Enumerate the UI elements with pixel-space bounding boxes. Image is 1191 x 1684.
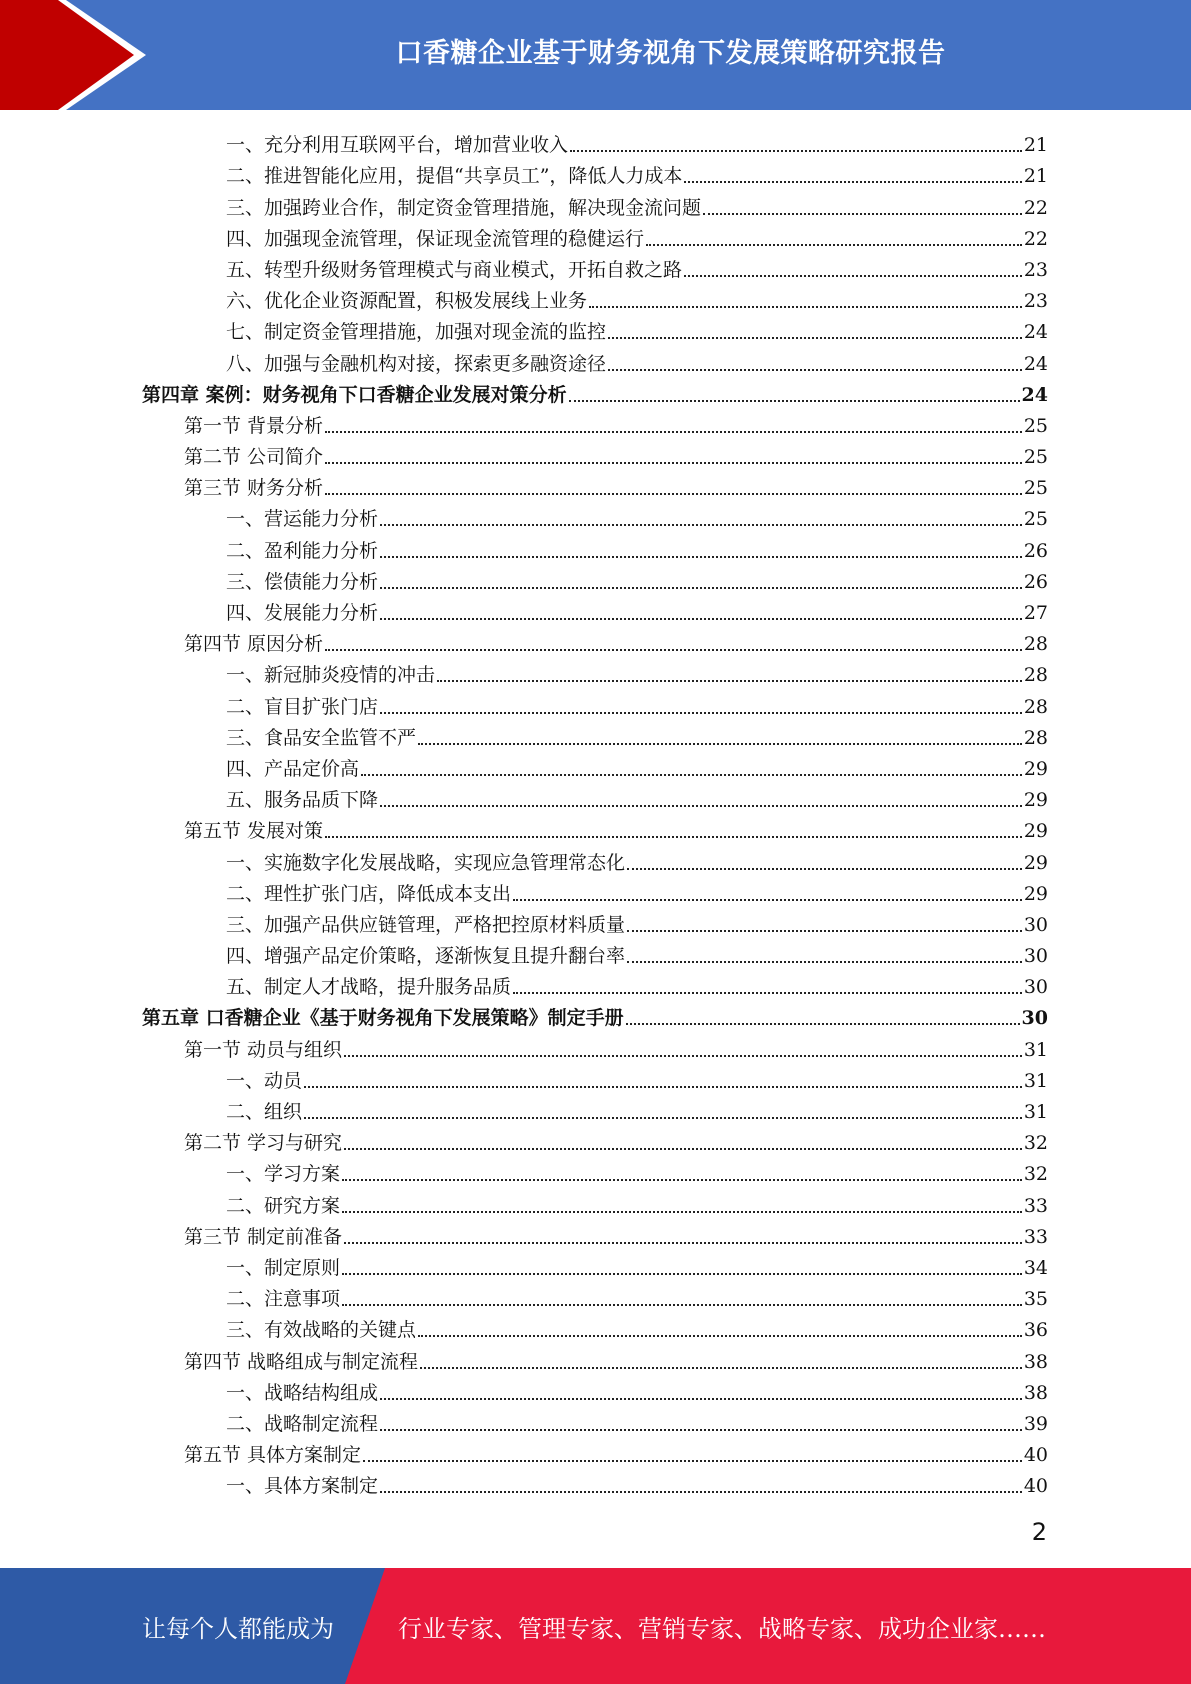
toc-entry-title: 一、学习方案: [226, 1163, 341, 1186]
toc-leader-dots: [325, 456, 1022, 464]
toc-entry-title: 第二节 公司简介: [184, 446, 324, 469]
toc-leader-dots: [627, 924, 1022, 932]
toc-leader-dots: [570, 144, 1022, 152]
toc-entry-title: 八、加强与金融机构对接，探索更多融资途径: [226, 352, 607, 375]
toc-leader-dots: [608, 363, 1022, 371]
toc-entry-title: 二、盈利能力分析: [226, 539, 379, 562]
toc-entry-page: 29: [1023, 757, 1048, 780]
toc-entry[interactable]: [142, 1187, 1048, 1218]
toc-entry[interactable]: [142, 221, 1048, 252]
toc-entry[interactable]: [142, 158, 1048, 189]
toc-entry[interactable]: [142, 189, 1048, 220]
document-title: 口香糖企业基于财务视角下发展策略研究报告: [395, 37, 946, 69]
toc-entry[interactable]: [142, 532, 1048, 563]
toc-entry[interactable]: [142, 720, 1048, 751]
toc-entry-page: 31: [1023, 1038, 1048, 1061]
toc-entry-title: 第三节 制定前准备: [184, 1225, 343, 1248]
toc-entry-title: 一、动员: [226, 1069, 303, 1092]
toc-entry-title: 三、食品安全监管不严: [226, 726, 417, 749]
toc-entry-title: 四、加强现金流管理，保证现金流管理的稳健运行: [226, 227, 645, 250]
toc-entry-page: 38: [1023, 1381, 1048, 1404]
toc-leader-dots: [342, 1298, 1022, 1306]
toc-entry-title: 二、研究方案: [226, 1194, 341, 1217]
page-number: 2: [1031, 1518, 1047, 1546]
toc-entry-page: 31: [1023, 1101, 1048, 1123]
toc-entry-page: 33: [1023, 1194, 1048, 1217]
toc-leader-dots: [569, 394, 1020, 402]
toc-entry[interactable]: [142, 657, 1048, 688]
toc-entry-page: 27: [1023, 602, 1048, 624]
toc-leader-dots: [513, 986, 1022, 994]
toc-entry-page: 30: [1021, 1007, 1048, 1030]
toc-entry-page: 23: [1023, 258, 1048, 281]
toc-entry[interactable]: [142, 1219, 1048, 1250]
toc-entry-page: 28: [1023, 664, 1048, 687]
toc-entry[interactable]: [142, 844, 1048, 875]
footer-band: [0, 1568, 1191, 1684]
toc-entry-title: 第一节 背景分析: [184, 414, 324, 437]
toc-entry[interactable]: [142, 1343, 1048, 1374]
toc-entry[interactable]: [142, 688, 1048, 719]
toc-entry[interactable]: [142, 1281, 1048, 1312]
toc-entry-title: 六、优化企业资源配置，积极发展线上业务: [226, 290, 588, 313]
toc-leader-dots: [380, 550, 1022, 558]
toc-leader-dots: [344, 1142, 1022, 1150]
toc-entry-page: 29: [1023, 789, 1048, 812]
toc-entry-page: 29: [1023, 882, 1048, 905]
toc-leader-dots: [304, 1111, 1022, 1119]
toc-entry[interactable]: [142, 782, 1048, 813]
toc-entry[interactable]: [142, 283, 1048, 314]
toc-entry[interactable]: [142, 1406, 1048, 1437]
toc-leader-dots: [380, 1485, 1022, 1493]
toc-entry[interactable]: [142, 439, 1048, 470]
toc-entry-title: 第四节 原因分析: [184, 633, 324, 656]
toc-entry[interactable]: [142, 1000, 1048, 1031]
toc-leader-dots: [646, 238, 1022, 246]
toc-leader-dots: [380, 1423, 1022, 1431]
toc-entry-title: 三、有效战略的关键点: [226, 1319, 417, 1342]
toc-entry-title: 二、理性扩张门店，降低成本支出: [226, 882, 512, 905]
toc-entry[interactable]: [142, 314, 1048, 345]
toc-entry[interactable]: [142, 938, 1048, 969]
toc-entry-page: 26: [1023, 570, 1048, 593]
toc-leader-dots: [344, 1049, 1022, 1057]
toc-entry-page: 36: [1023, 1319, 1048, 1342]
toc-entry-title: 一、制定原则: [226, 1256, 341, 1279]
toc-entry[interactable]: [142, 1031, 1048, 1062]
toc-entry-page: 34: [1023, 1256, 1048, 1279]
toc-entry[interactable]: [142, 345, 1048, 376]
toc-leader-dots: [437, 674, 1022, 682]
toc-entry-page: 22: [1023, 196, 1048, 219]
toc-entry-page: 30: [1023, 945, 1048, 968]
toc-entry-title: 一、充分利用互联网平台，增加营业收入: [226, 134, 569, 157]
toc-entry-title: 五、服务品质下降: [226, 789, 379, 812]
toc-entry-title: 一、新冠肺炎疫情的冲击: [226, 664, 436, 687]
toc-entry-title: 二、战略制定流程: [226, 1412, 379, 1435]
header-band: [0, 0, 1191, 110]
toc-leader-dots: [684, 175, 1021, 183]
toc-entry-title: 第三节 财务分析: [184, 477, 324, 500]
toc-entry-page: 29: [1023, 820, 1048, 843]
toc-entry-title: 三、加强产品供应链管理，严格把控原材料质量: [226, 913, 626, 936]
toc-leader-dots: [513, 893, 1022, 901]
toc-entry[interactable]: [142, 564, 1048, 595]
toc-entry[interactable]: [142, 501, 1048, 532]
toc-entry-title: 五、转型升级财务管理模式与商业模式，开拓自救之路: [226, 258, 683, 281]
toc-entry-page: 28: [1023, 633, 1048, 656]
toc-entry[interactable]: [142, 1468, 1048, 1499]
toc-entry-title: 第五节 具体方案制定: [184, 1444, 362, 1467]
toc-leader-dots: [418, 737, 1022, 745]
toc-entry-title: 五、制定人才战略，提升服务品质: [226, 976, 512, 999]
toc-entry[interactable]: [142, 1063, 1048, 1094]
toc-entry-page: 39: [1023, 1412, 1048, 1435]
toc-leader-dots: [380, 612, 1022, 620]
toc-entry-title: 二、组织: [226, 1101, 303, 1123]
toc-entry-title: 一、战略结构组成: [226, 1381, 379, 1404]
toc-entry-title: 第五章 口香糖企业《基于财务视角下发展策略》制定手册: [142, 1007, 624, 1030]
toc-entry-page: 28: [1023, 695, 1048, 718]
toc-entry-page: 29: [1023, 851, 1048, 874]
toc-entry-page: 32: [1023, 1163, 1048, 1186]
toc-entry-page: 21: [1023, 165, 1048, 188]
toc-entry-title: 一、具体方案制定: [226, 1475, 379, 1498]
toc-leader-dots: [380, 1392, 1022, 1400]
toc-entry[interactable]: [142, 377, 1048, 408]
toc-leader-dots: [325, 487, 1022, 495]
toc-entry-page: 22: [1023, 227, 1048, 250]
toc-leader-dots: [380, 706, 1022, 714]
toc-entry[interactable]: [142, 751, 1048, 782]
toc-entry-title: 第一节 动员与组织: [184, 1038, 343, 1061]
toc-leader-dots: [342, 1173, 1022, 1181]
toc-leader-dots: [325, 643, 1022, 651]
toc-leader-dots: [589, 300, 1022, 308]
toc-entry-page: 25: [1023, 446, 1048, 469]
toc-entry-title: 二、推进智能化应用，提倡“共享员工”，降低人力成本: [226, 165, 683, 188]
toc-entry-title: 三、偿债能力分析: [226, 570, 379, 593]
toc-leader-dots: [684, 269, 1022, 277]
toc-entry-page: 40: [1023, 1475, 1048, 1498]
toc-entry-page: 38: [1023, 1350, 1048, 1373]
toc-entry[interactable]: [142, 969, 1048, 1000]
toc-entry-page: 25: [1023, 414, 1048, 437]
toc-entry-title: 第五节 发展对策: [184, 820, 324, 843]
toc-entry-title: 第四节 战略组成与制定流程: [184, 1350, 419, 1373]
toc-entry-page: 25: [1023, 508, 1048, 531]
footer-slogan-left: 让每个人都能成为: [142, 1614, 334, 1643]
toc-entry-title: 七、制定资金管理措施，加强对现金流的监控: [226, 321, 607, 344]
toc-entry-title: 四、产品定价高: [226, 757, 360, 780]
toc-leader-dots: [380, 799, 1022, 807]
toc-entry-page: 28: [1023, 726, 1048, 749]
toc-entry[interactable]: [142, 876, 1048, 907]
toc-leader-dots: [418, 1329, 1022, 1337]
toc-leader-dots: [608, 331, 1022, 339]
toc-entry-page: 32: [1023, 1132, 1048, 1155]
toc-leader-dots: [380, 518, 1022, 526]
toc-entry[interactable]: [142, 1156, 1048, 1187]
toc-entry-page: 26: [1023, 539, 1048, 562]
toc-leader-dots: [420, 1361, 1022, 1369]
toc-entry[interactable]: [142, 1375, 1048, 1406]
toc-entry[interactable]: [142, 1250, 1048, 1281]
toc-entry[interactable]: [142, 408, 1048, 439]
chevron-decoration-icon: [0, 0, 170, 110]
toc-entry[interactable]: [142, 1125, 1048, 1156]
toc-leader-dots: [344, 1236, 1022, 1244]
toc-entry-page: 30: [1023, 913, 1048, 936]
toc-entry-title: 二、注意事项: [226, 1288, 341, 1311]
toc-entry-title: 第二节 学习与研究: [184, 1132, 343, 1155]
toc-leader-dots: [627, 955, 1022, 963]
toc-leader-dots: [380, 581, 1022, 589]
toc-entry-page: 35: [1023, 1288, 1048, 1311]
toc-entry[interactable]: [142, 470, 1048, 501]
toc-leader-dots: [342, 1267, 1022, 1275]
toc-entry-page: 24: [1023, 352, 1048, 375]
toc-entry[interactable]: [142, 595, 1048, 626]
toc-leader-dots: [304, 1080, 1022, 1088]
toc-entry[interactable]: [142, 907, 1048, 938]
toc-leader-dots: [325, 830, 1022, 838]
toc-entry-page: 31: [1023, 1069, 1048, 1092]
footer-slogan-right: 行业专家、管理专家、营销专家、战略专家、成功企业家……: [398, 1614, 1046, 1643]
toc-entry-page: 30: [1023, 976, 1048, 999]
toc-entry[interactable]: [142, 626, 1048, 657]
toc-leader-dots: [627, 862, 1022, 870]
toc-leader-dots: [342, 1205, 1022, 1213]
toc-entry[interactable]: [142, 1437, 1048, 1468]
toc-entry-title: 一、实施数字化发展战略，实现应急管理常态化: [226, 851, 626, 874]
toc-entry[interactable]: [142, 127, 1048, 158]
toc-entry-title: 四、增强产品定价策略，逐渐恢复且提升翻台率: [226, 945, 626, 968]
toc-entry[interactable]: [142, 813, 1048, 844]
toc-leader-dots: [361, 768, 1022, 776]
toc-leader-dots: [363, 1454, 1022, 1462]
toc-entry-title: 三、加强跨业合作，制定资金管理措施，解决现金流问题: [226, 196, 702, 219]
toc-leader-dots: [325, 425, 1022, 433]
toc-entry-page: 23: [1023, 290, 1048, 313]
toc-entry-page: 40: [1023, 1444, 1048, 1467]
toc-entry-page: 33: [1023, 1225, 1048, 1248]
toc-entry[interactable]: [142, 1094, 1048, 1125]
toc-entry-page: 24: [1023, 321, 1048, 344]
toc-leader-dots: [703, 207, 1022, 215]
toc-entry-title: 一、营运能力分析: [226, 508, 379, 531]
toc-entry-title: 四、发展能力分析: [226, 602, 379, 624]
toc-leader-dots: [626, 1017, 1020, 1025]
toc-entry-title: 第四章 案例：财务视角下口香糖企业发展对策分析: [142, 383, 567, 406]
toc-entry-title: 二、盲目扩张门店: [226, 695, 379, 718]
toc-entry-page: 24: [1021, 383, 1048, 406]
toc-entry-page: 21: [1023, 134, 1048, 157]
toc-entry-page: 25: [1023, 477, 1048, 500]
toc-entry[interactable]: [142, 252, 1048, 283]
table-of-contents: [142, 127, 1048, 1499]
toc-entry[interactable]: [142, 1312, 1048, 1343]
